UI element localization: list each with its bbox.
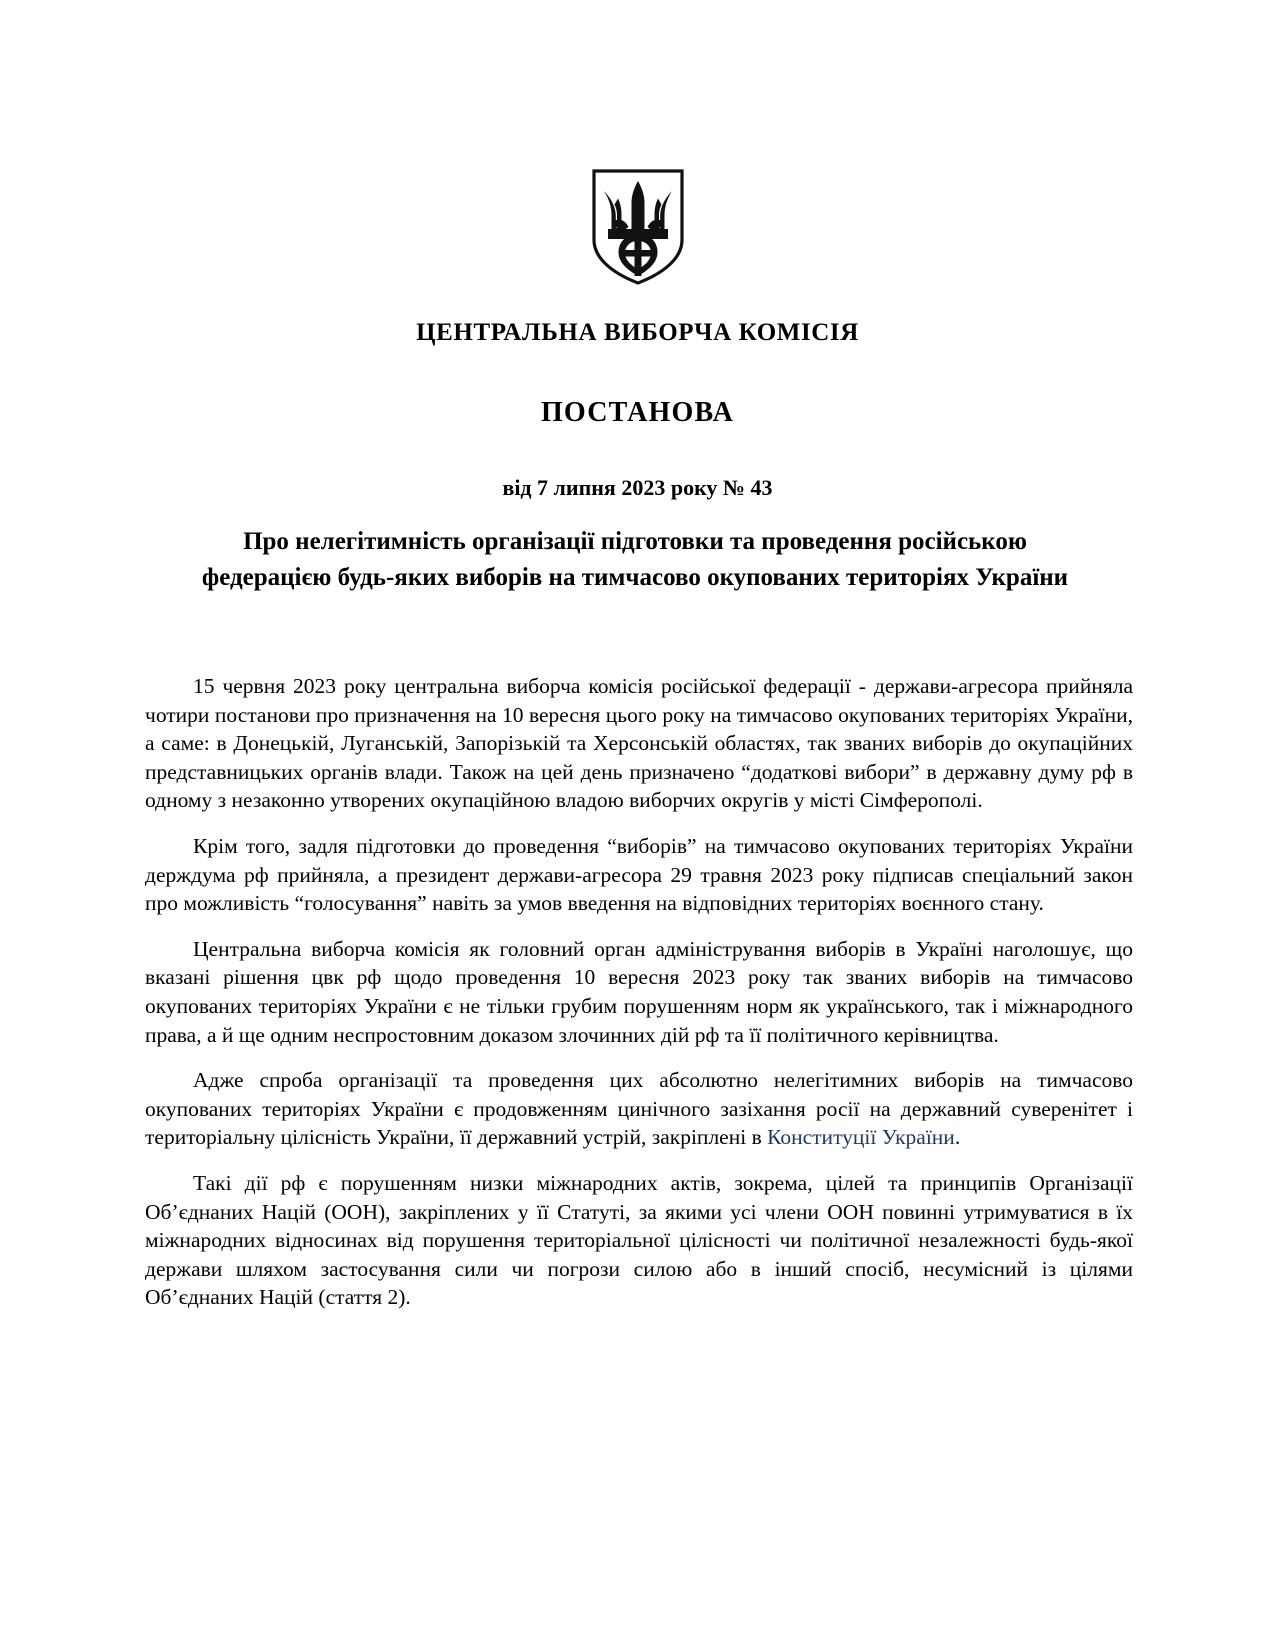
coat-of-arms [0,168,1275,286]
paragraph-3: Центральна виборча комісія як головний орган адміністрування виборів в Україні наголошує, що вказані рішення цвк рф щодо проведення 10 вересня 2023 року так званих виборів на тимчасово окупованих територіях України є не тільки грубим порушенням норм як українського, так і міжнародного права, а й ще одним неспростовним доказом злочинних дій рф та її політичного керівництва. [145,936,1133,1047]
ukrainian-trident-icon [590,168,686,286]
paragraph-2: Крім того, задля підготовки до проведення “виборів” на тимчасово окупованих територіях України держдума рф прийняла, а президент держави-агресора 29 травня 2023 року підписав спеціальний закон про можливість “голосування” навіть за умов введення на відповідних територіях воєнного стану. [145,833,1133,916]
paragraph-4-with-link [145,1066,1133,1152]
page-title: Про нелегітимність організації підготовки та проведення російською федерацією будь-яких виборів на тимчасово окупованих територіях України [201,528,1069,591]
document-type: ПОСТАНОВА [540,397,735,428]
document-body [145,672,1133,1312]
document-date-number: від 7 липня 2023 року № 43 [502,474,773,500]
paragraph-5: Такі дії рф є порушенням низки міжнародних актів, зокрема, цілей та принципів Організації Об’єднаних Націй (ООН), закріплених у її Статуті, за якими усі члени ООН повинні утримуватися в їх міжнародних відносинах від порушення територіальної цілісності чи політичної незалежності будь-якої держави шляхом застосування сили чи погрози силою або в інший спосіб, несумісний із цілями Об’єднаних Націй (стаття 2). [145,1170,1133,1310]
organization-title: ЦЕНТРАЛЬНА ВИБОРЧА КОМІСІЯ [416,319,859,346]
paragraph-4-text-after: . [954,1125,961,1150]
paragraph-4-text-before: Адже спроба організації та проведення цих абсолютно нелегітимних виборів на тимчасово окупованих територіях України є продовженням цинічного зазіхання росії на державний суверенітет і територіальну цілісність України, її державний устрій, закріплені в [145,1068,1133,1150]
document-header [145,318,1130,501]
paragraph-1: 15 червня 2023 року центральна виборча комісія російської федерації - держави-агресора прийняла чотири постанови про призначення на 10 вересня цього року на тимчасово окупованих територіях України, а саме: в Донецькій, Луганській, Запорізькій та Херсонській областях, так званих виборів до окупаційних представницьких органів влади. Також на цей день призначено “додаткові вибори” в державну думу рф в одному з незаконно утворених окупаційною владою виборчих округів у місті Сімферополі. [145,674,1133,813]
constitution-of-ukraine-link[interactable]: Конституції України [767,1125,955,1150]
